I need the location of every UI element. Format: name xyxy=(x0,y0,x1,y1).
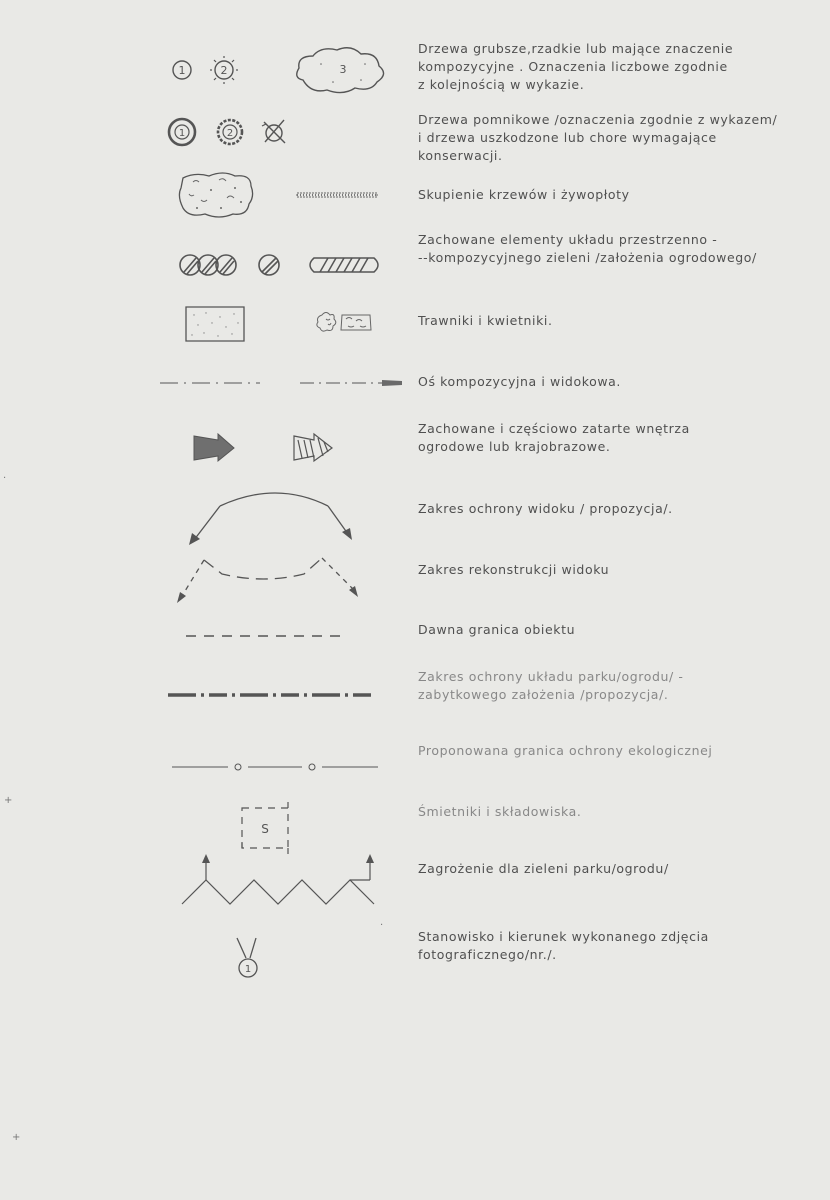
ecological-boundary-symbol xyxy=(168,759,383,775)
tree-number-3: 3 xyxy=(339,63,347,76)
axis-symbol xyxy=(150,373,410,393)
preserved-single-icon xyxy=(259,255,279,275)
legend-text-axis: Oś kompozycyjna i widokowa. xyxy=(418,374,622,389)
up-arrow-icon xyxy=(202,854,210,863)
preserved-group-icon xyxy=(310,258,378,272)
view-reconstruction-symbol xyxy=(172,548,372,608)
tree-symbols-numbered xyxy=(165,40,395,100)
former-boundary-symbol xyxy=(180,629,350,643)
legend-text-composition-elements: Zachowane elementy układu przestrzenno - --kompozycyjnego zieleni /założenia ogrodowego/ xyxy=(418,232,757,265)
svg-text:1: 1 xyxy=(178,128,186,139)
park-protection-symbol xyxy=(160,688,380,702)
boundary-ring-icon xyxy=(309,764,315,770)
legend-text-interiors: Zachowane i częściowo zatarte wnętrza ogrodowe lub krajobrazowe. xyxy=(418,421,690,454)
axis-arrowhead-icon xyxy=(382,380,402,386)
arrowhead-icon xyxy=(349,586,358,597)
monument-tree-symbols xyxy=(160,112,300,152)
legend-text-ecological-boundary: Proponowana granica ochrony ekologicznej xyxy=(418,743,713,758)
interior-symbols xyxy=(188,428,338,468)
faded-interior-icon xyxy=(294,434,332,461)
photo-station-symbol xyxy=(226,930,270,986)
preserved-interior-icon xyxy=(194,434,234,461)
view-protection-symbol xyxy=(180,484,360,554)
up-arrow-icon xyxy=(366,854,374,863)
scan-speck: + xyxy=(12,1132,21,1143)
preserved-row-icon xyxy=(180,255,236,275)
legend-text-dumps: Śmietniki i składowiska. xyxy=(418,804,582,819)
tree-number-1: 1 xyxy=(178,64,186,77)
legend-text-trees-thick: Drzewa grubsze,rzadkie lub mające znaczenie kompozycyjne . Oznaczenia liczbowe zgodnie z kolejnością w wykazie. xyxy=(418,41,734,92)
legend-text-photo-station: Stanowisko i kierunek wykonanego zdjęcia fotograficznego/nr./. xyxy=(418,929,709,962)
legend-text-trees-monument: Drzewa pomnikowe /oznaczenia zgodnie z wykazem/ i drzewa uszkodzone lub chore wymagające konserwacji. xyxy=(418,112,778,163)
composition-element-symbols xyxy=(178,250,388,280)
lawn-icon xyxy=(186,307,244,341)
boundary-ring-icon xyxy=(235,764,241,770)
scan-speck: · xyxy=(3,473,7,484)
scan-speck: + xyxy=(4,795,13,806)
photo-number: 1 xyxy=(244,964,252,975)
threat-symbol xyxy=(178,850,398,910)
lawn-symbols xyxy=(180,303,400,343)
tree-number-2: 2 xyxy=(220,64,228,77)
svg-text:2: 2 xyxy=(226,128,234,139)
legend-text-view-protection: Zakres ochrony widoku / propozycja/. xyxy=(418,501,673,516)
legend-text-shrubs: Skupienie krzewów i żywopłoty xyxy=(418,187,630,202)
arrowhead-icon xyxy=(342,528,352,540)
arrowhead-icon xyxy=(177,592,186,603)
legend-text-view-reconstruction: Zakres rekonstrukcji widoku xyxy=(418,562,610,577)
dump-letter: S xyxy=(261,822,269,836)
legend-text-park-protection: Zakres ochrony układu parku/ogrodu/ - zabytkowego założenia /propozycja/. xyxy=(418,669,684,702)
legend-text-lawns: Trawniki i kwietniki. xyxy=(418,313,553,328)
shrub-symbols xyxy=(175,170,385,220)
scan-speck: · xyxy=(380,920,384,931)
legend-text-former-boundary: Dawna granica obiektu xyxy=(418,622,576,637)
legend-text-threat: Zagrożenie dla zieleni parku/ogrodu/ xyxy=(418,861,669,876)
flowerbed-icon xyxy=(317,313,371,332)
